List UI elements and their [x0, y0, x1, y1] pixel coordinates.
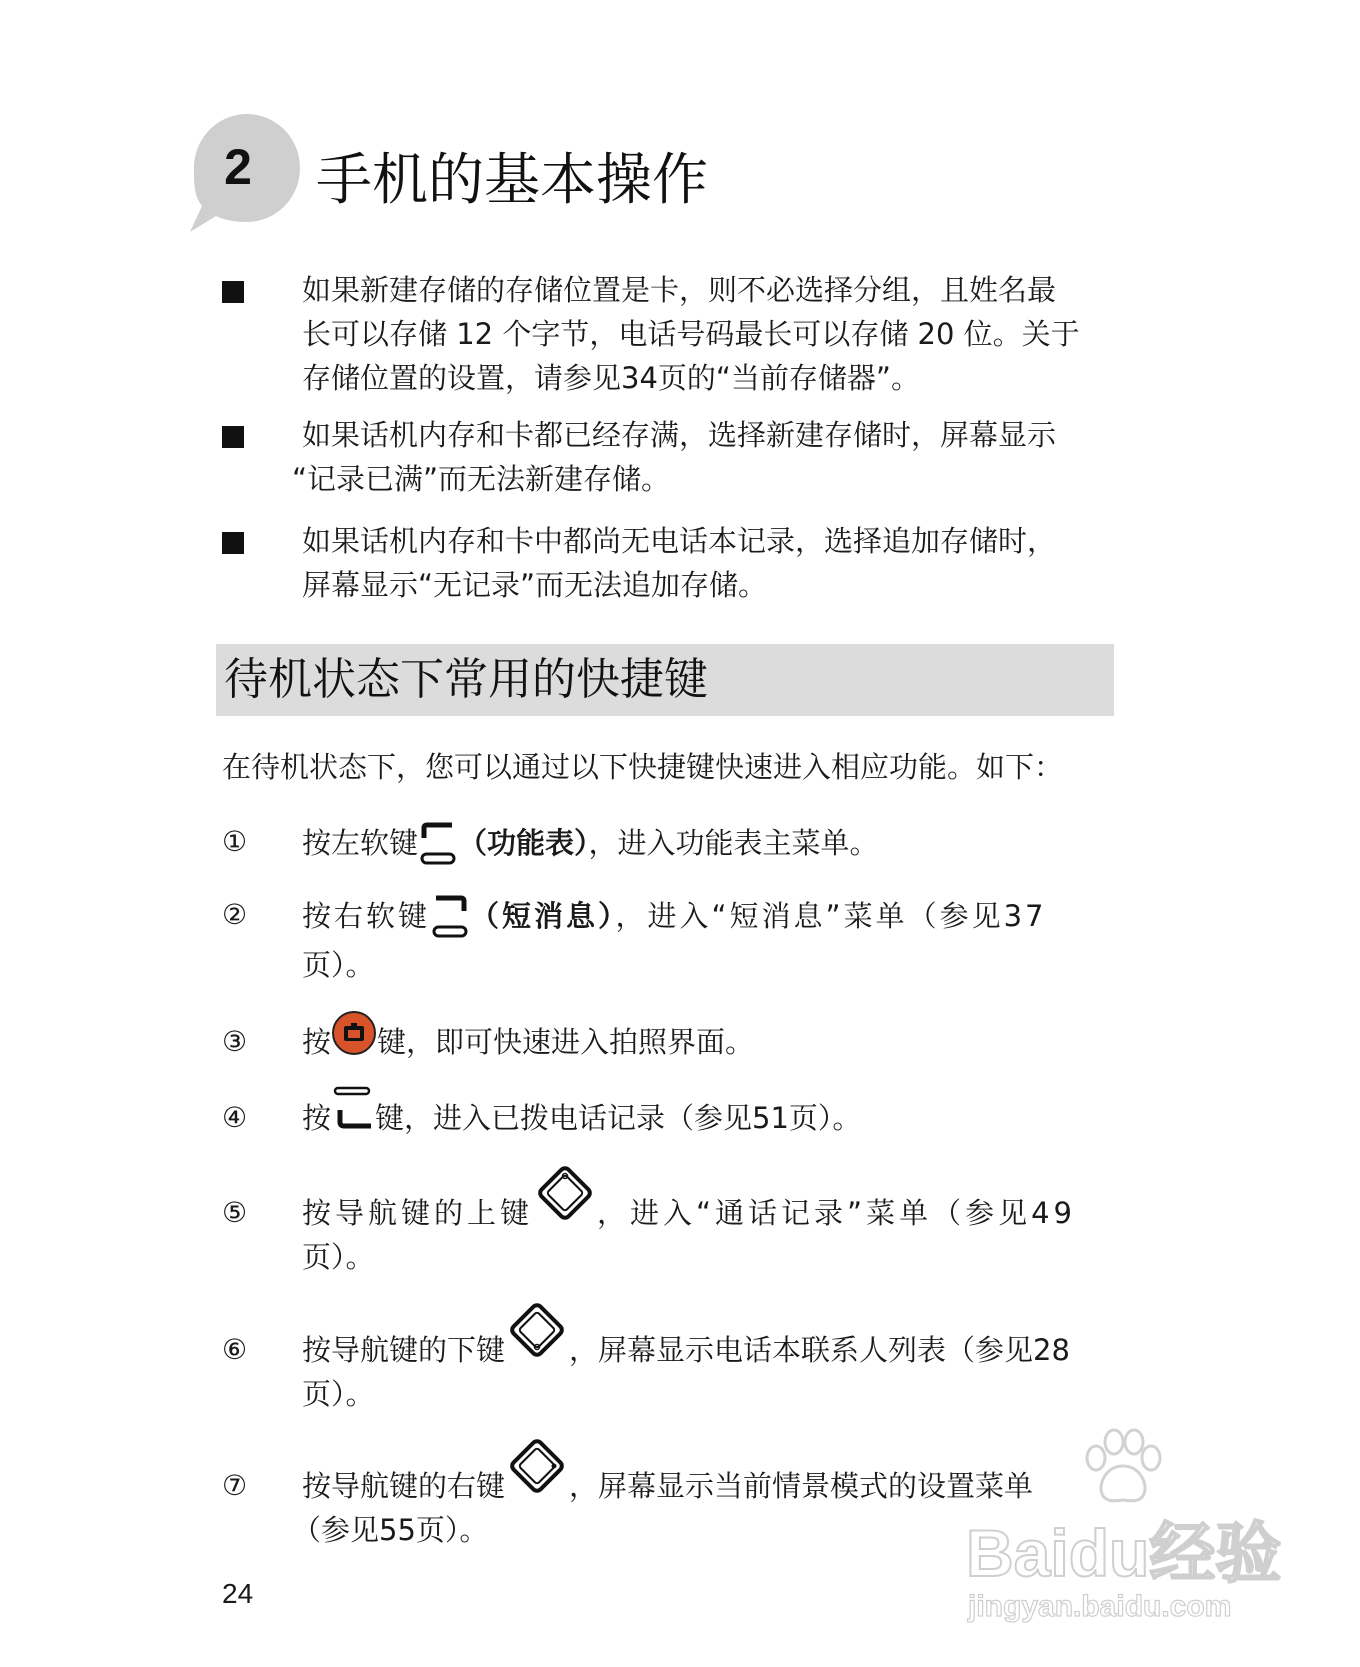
right-softkey-icon	[430, 893, 470, 943]
shortcut-item: 按左软键 （功能表），进入功能表主菜单。	[302, 820, 1112, 870]
camera-key-icon	[331, 1010, 377, 1056]
shortcut-item: 按导航键的下键 ，屏幕显示电话本联系人列表（参见28 页）。	[302, 1328, 1112, 1416]
section-title: 待机状态下常用的快捷键	[224, 654, 708, 705]
item-number: ⑥	[222, 1333, 248, 1366]
item-number: ②	[222, 898, 248, 931]
section-intro: 在待机状态下，您可以通过以下快捷键快速进入相应功能。如下：	[222, 750, 1064, 784]
left-softkey-icon	[418, 820, 458, 870]
watermark-url: jingyan.baidu.com	[968, 1590, 1232, 1623]
nav-down-icon	[505, 1298, 569, 1362]
shortcut-item: 按右软键 （短消息），进入“短消息”菜单（参见37 页）。	[302, 893, 1112, 987]
bullet-square	[222, 426, 244, 448]
shortcut-item: 按 键，即可快速进入拍照界面。	[302, 1020, 1112, 1064]
chapter-number: 2	[224, 139, 252, 195]
item-number: ⑤	[222, 1196, 248, 1229]
nav-up-icon	[533, 1161, 597, 1225]
bullet-square	[222, 281, 244, 303]
paw-watermark-icon	[1076, 1428, 1166, 1510]
shortcut-item: 按导航键的上键 ，进入“通话记录”菜单（参见49 页）。	[302, 1191, 1112, 1279]
note-paragraph: 如果话机内存和卡中都尚无电话本记录，选择追加存储时， 屏幕显示“无记录”而无法追加存储。	[302, 524, 1057, 602]
note-paragraph: 如果话机内存和卡都已经存满，选择新建存储时，屏幕显示 “记录已满”而无法新建存储。	[292, 418, 1057, 496]
send-key-icon	[331, 1084, 375, 1138]
bullet-square	[222, 532, 244, 554]
item-number: ①	[222, 825, 248, 858]
note-paragraph: 如果新建存储的存储位置是卡，则不必选择分组，且姓名最 长可以存储 12 个字节，电话号码最长可以存储 20 位。关于 存储位置的设置，请参见34页的“当前存储器”。	[302, 273, 1080, 395]
item-number: ③	[222, 1025, 248, 1058]
item-number: ⑦	[222, 1469, 248, 1502]
chapter-title: 手机的基本操作	[316, 148, 708, 213]
page-number: 24	[222, 1578, 254, 1609]
watermark-brand: Baidu经验	[966, 1516, 1282, 1590]
item-number: ④	[222, 1101, 248, 1134]
nav-right-icon	[505, 1434, 569, 1498]
shortcut-item: 按 键，进入已拨电话记录（参见51页）。	[302, 1096, 1112, 1140]
shortcut-item: 按导航键的右键 ，屏幕显示当前情景模式的设置菜单 （参见55页）。	[302, 1464, 1112, 1552]
